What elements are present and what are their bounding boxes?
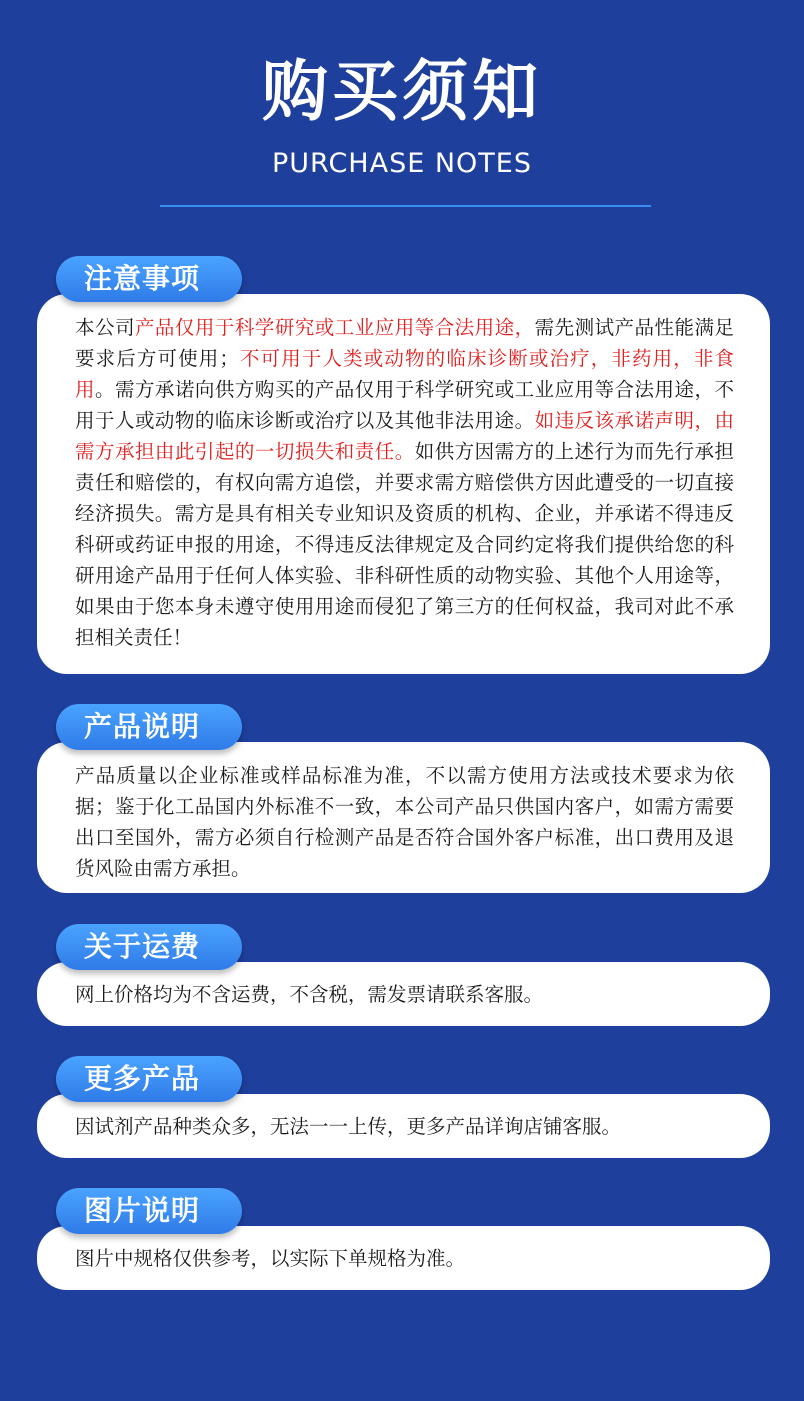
- product-tab: 产品说明: [56, 704, 242, 750]
- notice-segment: 如供方因需方的上述行为而先行承担责任和赔偿的，有权向需方追偿，并要求需方赔偿供方因此遭受的一切直接经济损失。需方是具有相关专业知识及资质的机构、企业，并承诺不得违反科研或药证申报的用途，不得违反法律规定及合同约定将我们提供给您的科研用途产品用于任何人体实验、非科研性质的动物实验、其他个人用途等，如果由于您本身未遵守使用用途而侵犯了第三方的任何权益，我司对此不承担相关责任！: [75, 440, 734, 649]
- image-notes-tab: 图片说明: [56, 1188, 242, 1234]
- notice-text: [75, 312, 734, 653]
- more-products-tab: 更多产品: [56, 1056, 242, 1102]
- more-products-text: 因试剂产品种类众多，无法一一上传，更多产品详询店铺客服。: [75, 1115, 622, 1138]
- title-divider: [160, 205, 651, 207]
- image-notes-card: [37, 1226, 770, 1290]
- page-subtitle: PURCHASE NOTES: [271, 148, 532, 179]
- notice-highlight: 产品仅用于科学研究或工业应用等合法用途，: [134, 316, 535, 339]
- image-notes-text: 图片中规格仅供参考，以实际下单规格为准。: [75, 1247, 466, 1270]
- shipping-card: [37, 962, 770, 1026]
- more-products-card: [37, 1094, 770, 1158]
- notice-card: [37, 294, 770, 674]
- page-title: 购买须知: [262, 53, 542, 130]
- notice-segment: 需先测试产品性能满足要求后方可使用；: [75, 316, 734, 370]
- notice-segment: 本公司: [75, 316, 135, 339]
- product-text: 产品质量以企业标准或样品标准为准，不以需方使用方法或技术要求为依据；鉴于化工品国内外标准不一致，本公司产品只供国内客户，如需方需要出口至国外，需方必须自行检测产品是否符合国外客户标准，出口费用及退货风险由需方承担。: [75, 764, 734, 880]
- notice-highlight: 不可用于人类或动物的临床诊断或治疗，非药用，非食用: [75, 347, 734, 401]
- product-card: [37, 742, 770, 893]
- shipping-tab: 关于运费: [56, 924, 242, 970]
- notice-tab: 注意事项: [56, 256, 242, 302]
- notice-highlight: 如违反该承诺声明，由需方承担由此引起的一切损失和责任。: [75, 409, 734, 463]
- shipping-text: 网上价格均为不含运费，不含税，需发票请联系客服。: [75, 983, 544, 1006]
- notice-segment: 。需方承诺向供方购买的产品仅用于科学研究或工业应用等合法用途，不用于人或动物的临床诊断或治疗以及其他非法用途。: [75, 378, 734, 432]
